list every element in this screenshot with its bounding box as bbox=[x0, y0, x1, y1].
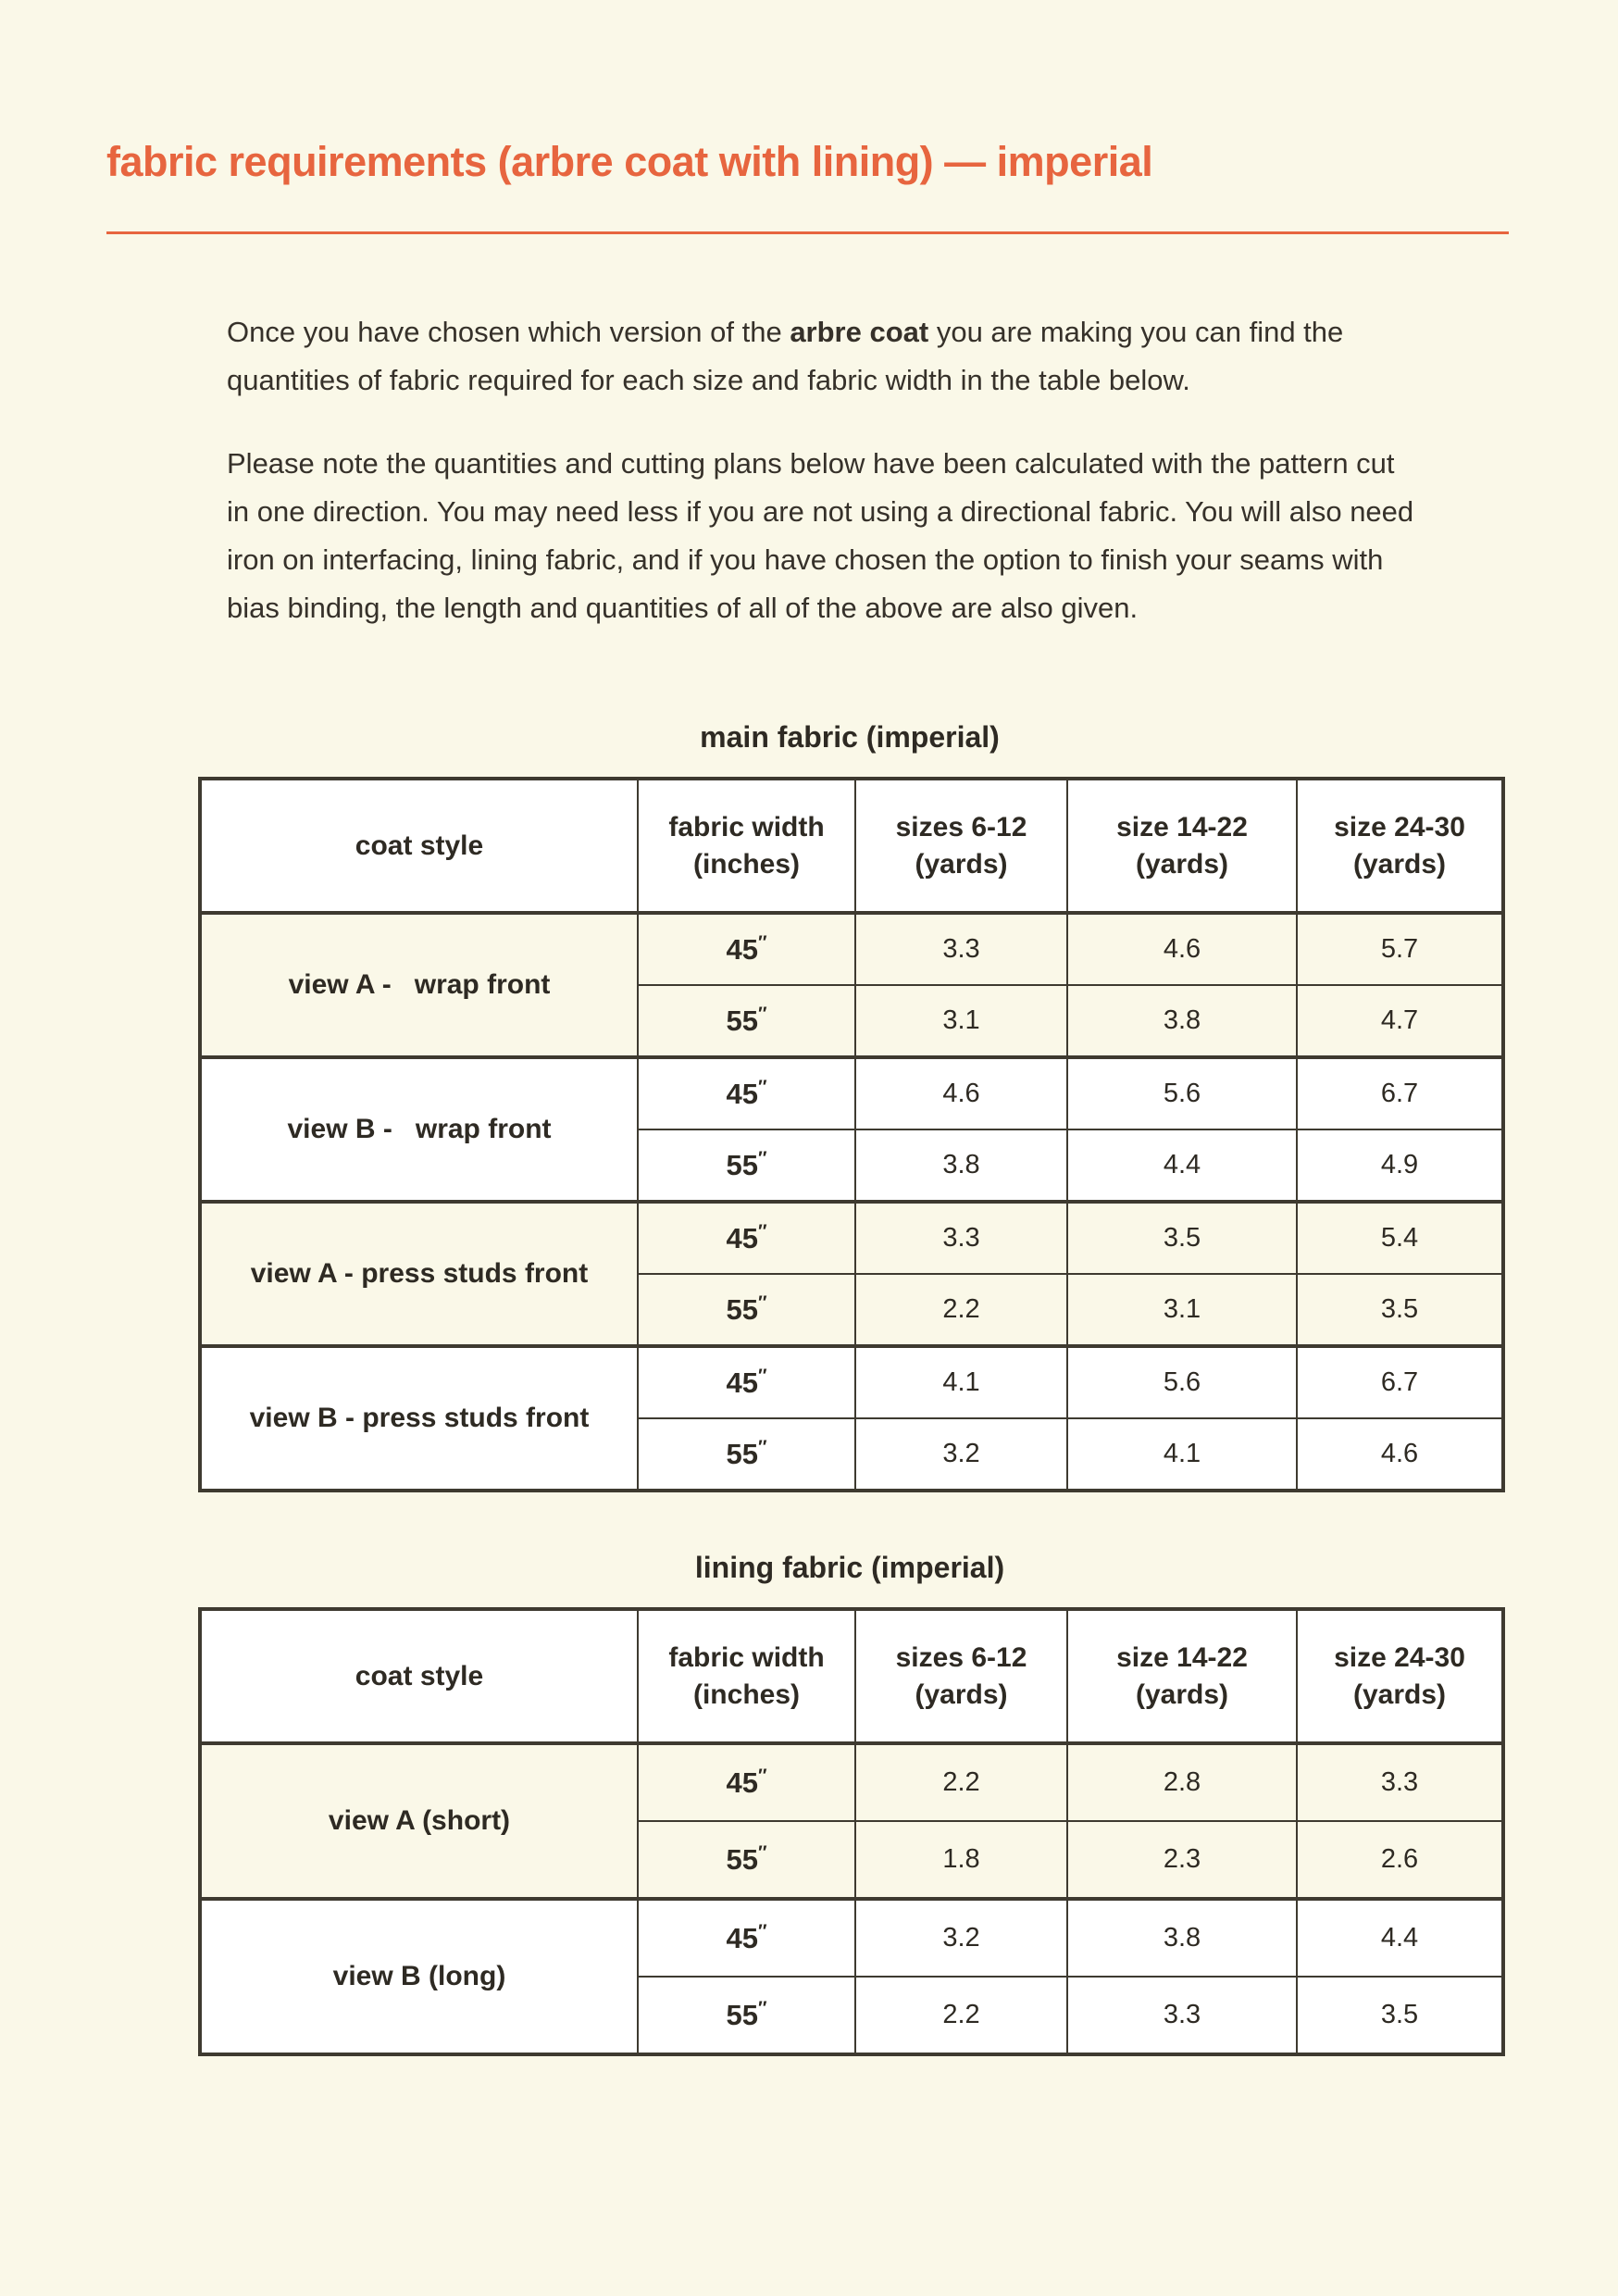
fabric-width-value: 55 bbox=[726, 1842, 758, 1876]
yardage-value-cell: 4.7 bbox=[1297, 985, 1503, 1057]
yardage-value-cell: 5.7 bbox=[1297, 913, 1503, 985]
fabric-width-cell bbox=[638, 1057, 855, 1129]
fabric-width-value: 55 bbox=[726, 1148, 758, 1181]
coat-style-cell: view A - wrap front bbox=[200, 913, 638, 1057]
table-row bbox=[200, 1899, 1503, 1977]
inch-mark: ″ bbox=[757, 1766, 767, 1787]
fabric-width-cell bbox=[638, 1977, 855, 2054]
column-header-label: size 14-22 bbox=[1116, 811, 1248, 842]
yardage-value-cell: 4.6 bbox=[1297, 1418, 1503, 1491]
column-header-label: sizes 6-12 bbox=[895, 811, 1027, 842]
fabric-width-value: 45 bbox=[726, 1766, 758, 1799]
title-underline-rule bbox=[106, 231, 1509, 234]
inch-mark: ″ bbox=[757, 1077, 767, 1098]
inch-mark: ″ bbox=[757, 1437, 767, 1458]
fabric-width-cell bbox=[638, 1899, 855, 1977]
yardage-value-cell: 5.4 bbox=[1297, 1202, 1503, 1274]
column-header-label: fabric width bbox=[668, 1641, 825, 1673]
column-header-label: sizes 6-12 bbox=[895, 1641, 1027, 1673]
yardage-value-cell: 6.7 bbox=[1297, 1346, 1503, 1418]
yardage-value-cell: 2.3 bbox=[1067, 1821, 1297, 1899]
table-row bbox=[200, 913, 1503, 985]
yardage-value-cell: 3.2 bbox=[855, 1418, 1067, 1491]
fabric-width-value: 45 bbox=[726, 1077, 758, 1110]
column-header bbox=[638, 1609, 855, 1743]
table-row bbox=[200, 1743, 1503, 1821]
fabric-width-value: 45 bbox=[726, 1921, 758, 1954]
yardage-value-cell: 3.3 bbox=[1297, 1743, 1503, 1821]
fabric-width-value: 55 bbox=[726, 1004, 758, 1037]
inch-mark: ″ bbox=[757, 1221, 767, 1242]
fabric-width-cell bbox=[638, 913, 855, 985]
column-header-unit: (inches) bbox=[692, 848, 801, 880]
yardage-value-cell: 3.8 bbox=[1067, 1899, 1297, 1977]
column-header-label: fabric width bbox=[668, 811, 825, 842]
fabric-width-cell bbox=[638, 1821, 855, 1899]
inch-mark: ″ bbox=[757, 1921, 767, 1942]
fabric-width-value: 45 bbox=[726, 1366, 758, 1399]
inch-mark: ″ bbox=[757, 1148, 767, 1169]
column-header bbox=[638, 779, 855, 913]
column-header-label: size 24-30 bbox=[1334, 1641, 1465, 1673]
column-header bbox=[855, 1609, 1067, 1743]
column-header bbox=[1067, 1609, 1297, 1743]
column-header-unit: (yards) bbox=[915, 1678, 1008, 1710]
fabric-width-value: 55 bbox=[726, 1292, 758, 1326]
inch-mark: ″ bbox=[757, 1292, 767, 1314]
yardage-value-cell: 6.7 bbox=[1297, 1057, 1503, 1129]
yardage-value-cell: 3.8 bbox=[855, 1129, 1067, 1202]
intro-text-bold-pattern-name: arbre coat bbox=[790, 316, 929, 348]
fabric-width-value: 55 bbox=[726, 1437, 758, 1470]
yardage-value-cell: 2.8 bbox=[1067, 1743, 1297, 1821]
table-row bbox=[200, 1057, 1503, 1129]
note-paragraph: Please note the quantities and cutting plans below have been calculated with the pattern cut in one direction. You may need less if you are not using a directional fabric. You will also need iron on interfacing, lining fabric, and if you have chosen the option to finish your seams with bias binding, the length and quantities of all of the above are also given. bbox=[227, 447, 1414, 624]
coat-style-cell: view A - press studs front bbox=[200, 1202, 638, 1346]
fabric-width-cell bbox=[638, 1129, 855, 1202]
main-fabric-table-title: main fabric (imperial) bbox=[700, 720, 1000, 754]
fabric-width-value: 45 bbox=[726, 1221, 758, 1254]
yardage-value-cell: 3.5 bbox=[1067, 1202, 1297, 1274]
yardage-value-cell: 4.4 bbox=[1067, 1129, 1297, 1202]
yardage-value-cell: 4.4 bbox=[1297, 1899, 1503, 1977]
lining-fabric-table bbox=[198, 1607, 1505, 2056]
column-header-unit: (yards) bbox=[1352, 1678, 1447, 1710]
fabric-width-value: 45 bbox=[726, 932, 758, 966]
yardage-value-cell: 3.3 bbox=[855, 1202, 1067, 1274]
fabric-width-cell bbox=[638, 1274, 855, 1346]
yardage-value-cell: 2.2 bbox=[855, 1977, 1067, 2054]
column-header bbox=[200, 1609, 638, 1743]
fabric-width-cell bbox=[638, 1418, 855, 1491]
intro-paragraph bbox=[227, 308, 1421, 405]
column-header bbox=[200, 779, 638, 913]
column-header bbox=[1297, 779, 1503, 913]
yardage-value-cell: 3.8 bbox=[1067, 985, 1297, 1057]
yardage-value-cell: 2.2 bbox=[855, 1274, 1067, 1346]
fabric-width-value: 55 bbox=[726, 1998, 758, 2031]
yardage-value-cell: 4.1 bbox=[855, 1346, 1067, 1418]
header-row bbox=[200, 779, 1503, 913]
column-header-label: coat style bbox=[355, 1660, 484, 1691]
page-title: fabric requirements (arbre coat with lining) — imperial bbox=[106, 138, 1153, 185]
column-header bbox=[855, 779, 1067, 913]
fabric-width-cell bbox=[638, 1202, 855, 1274]
table-row bbox=[200, 1202, 1503, 1274]
fabric-width-cell bbox=[638, 1743, 855, 1821]
yardage-value-cell: 3.3 bbox=[1067, 1977, 1297, 2054]
yardage-value-cell: 3.1 bbox=[1067, 1274, 1297, 1346]
column-header bbox=[1067, 779, 1297, 913]
yardage-value-cell: 5.6 bbox=[1067, 1057, 1297, 1129]
main-fabric-section bbox=[198, 718, 1501, 1492]
yardage-value-cell: 4.1 bbox=[1067, 1418, 1297, 1491]
intro-text-after: you are making you can find the quantities of fabric required for each size and fabric width in the table below. bbox=[227, 316, 1344, 396]
column-header bbox=[1297, 1609, 1503, 1743]
yardage-value-cell: 4.6 bbox=[855, 1057, 1067, 1129]
inch-mark: ″ bbox=[757, 1842, 767, 1864]
coat-style-cell: view A (short) bbox=[200, 1743, 638, 1899]
column-header-label: size 24-30 bbox=[1334, 811, 1465, 842]
yardage-value-cell: 3.5 bbox=[1297, 1274, 1503, 1346]
main-fabric-table bbox=[198, 777, 1505, 1492]
yardage-value-cell: 3.1 bbox=[855, 985, 1067, 1057]
table-row bbox=[200, 1346, 1503, 1418]
intro-text-before: Once you have chosen which version of the bbox=[227, 316, 790, 348]
yardage-value-cell: 3.5 bbox=[1297, 1977, 1503, 2054]
column-header-label: coat style bbox=[355, 830, 484, 861]
inch-mark: ″ bbox=[757, 932, 767, 954]
column-header-unit: (yards) bbox=[1135, 1678, 1229, 1710]
fabric-width-cell bbox=[638, 1346, 855, 1418]
column-header-unit: (yards) bbox=[1352, 848, 1447, 880]
column-header-label: size 14-22 bbox=[1116, 1641, 1248, 1673]
yardage-value-cell: 3.2 bbox=[855, 1899, 1067, 1977]
lining-fabric-table-title: lining fabric (imperial) bbox=[694, 1551, 1005, 1584]
yardage-value-cell: 5.6 bbox=[1067, 1346, 1297, 1418]
header-row bbox=[200, 1609, 1503, 1743]
yardage-value-cell: 2.2 bbox=[855, 1743, 1067, 1821]
inch-mark: ″ bbox=[757, 1366, 767, 1387]
coat-style-cell: view B - press studs front bbox=[200, 1346, 638, 1491]
lining-fabric-section bbox=[198, 1548, 1501, 2056]
yardage-value-cell: 3.3 bbox=[855, 913, 1067, 985]
coat-style-cell: view B (long) bbox=[200, 1899, 638, 2054]
coat-style-cell: view B - wrap front bbox=[200, 1057, 638, 1202]
inch-mark: ″ bbox=[757, 1004, 767, 1025]
yardage-value-cell: 2.6 bbox=[1297, 1821, 1503, 1899]
column-header-unit: (yards) bbox=[1135, 848, 1229, 880]
column-header-unit: (inches) bbox=[692, 1678, 801, 1710]
fabric-width-cell bbox=[638, 985, 855, 1057]
yardage-value-cell: 4.9 bbox=[1297, 1129, 1503, 1202]
yardage-value-cell: 4.6 bbox=[1067, 913, 1297, 985]
column-header-unit: (yards) bbox=[915, 848, 1008, 880]
yardage-value-cell: 1.8 bbox=[855, 1821, 1067, 1899]
inch-mark: ″ bbox=[757, 1998, 767, 2019]
